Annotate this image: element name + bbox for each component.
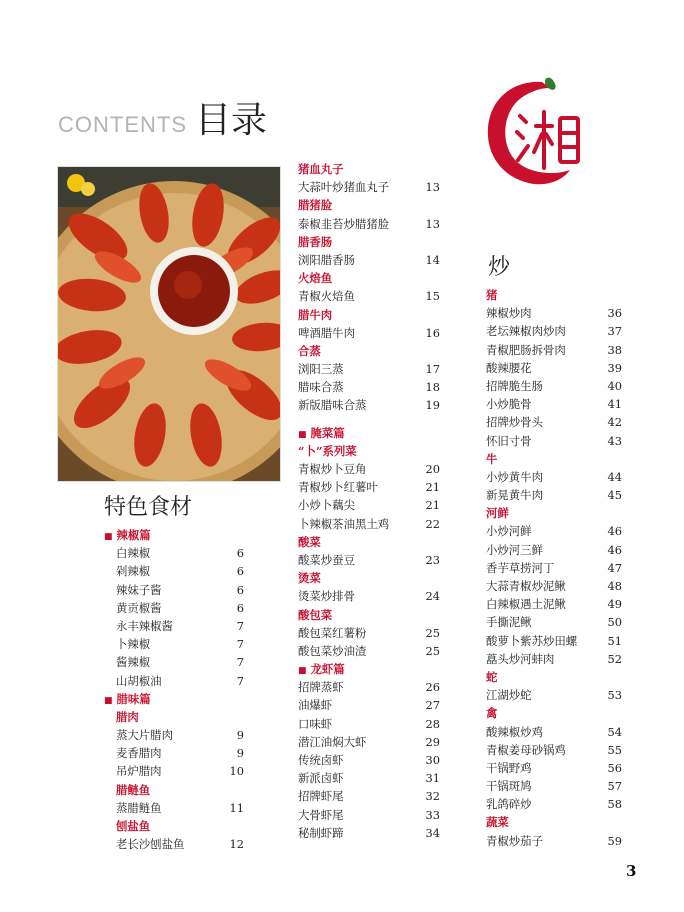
toc-entry[interactable] xyxy=(104,672,244,690)
category-label: 腊鲢鱼 xyxy=(116,782,151,797)
toc-entry[interactable] xyxy=(486,413,622,431)
section-bullet-icon: ■ xyxy=(104,532,113,542)
toc-entry-page: 11 xyxy=(229,800,244,815)
toc-entry-name: 新派卤虾 xyxy=(298,771,344,786)
toc-entry[interactable] xyxy=(486,322,622,340)
toc-category-heading xyxy=(486,813,622,831)
toc-entry-name: 大蒜叶炒猪血丸子 xyxy=(298,180,390,195)
toc-entry-page: 22 xyxy=(425,516,440,531)
toc-entry-name: 传统卤虾 xyxy=(298,753,344,767)
toc-column-1 xyxy=(104,526,244,853)
toc-entry[interactable] xyxy=(298,696,440,714)
toc-entry[interactable] xyxy=(298,806,440,824)
toc-entry-page: 7 xyxy=(236,637,244,652)
toc-entry[interactable] xyxy=(104,799,244,817)
toc-entry-page: 7 xyxy=(236,673,244,688)
toc-entry-page: 9 xyxy=(236,728,244,743)
toc-entry[interactable] xyxy=(486,632,622,650)
toc-entry-page: 6 xyxy=(236,564,244,579)
toc-entry-page: 21 xyxy=(425,498,440,513)
toc-entry[interactable] xyxy=(486,595,622,613)
toc-entry-name: 烫菜炒排骨 xyxy=(298,589,355,604)
toc-entry-page: 9 xyxy=(236,746,244,761)
xiang-logo-graphic xyxy=(484,76,614,188)
toc-entry-name: 黄贡椒酱 xyxy=(116,600,162,615)
toc-entry-name: 小炒河鲜 xyxy=(486,524,532,539)
toc-entry-page: 53 xyxy=(607,688,622,703)
stir-fry-title: 炒 xyxy=(488,255,511,280)
toc-entry[interactable] xyxy=(298,642,440,660)
toc-entry[interactable] xyxy=(298,824,440,842)
toc-entry-page: 56 xyxy=(607,760,622,775)
toc-entry-page: 13 xyxy=(425,180,440,195)
toc-entry-page: 58 xyxy=(607,797,622,812)
toc-section-heading xyxy=(298,424,440,442)
toc-entry-name: 剁辣椒 xyxy=(116,564,151,579)
toc-entry[interactable] xyxy=(104,617,244,635)
toc-entry-page: 39 xyxy=(607,360,622,375)
toc-entry-page: 6 xyxy=(236,582,244,597)
toc-entry-page: 6 xyxy=(236,546,244,561)
toc-entry-name: 藠头炒河蚌肉 xyxy=(486,651,555,666)
toc-entry-name: 酸菜炒蚕豆 xyxy=(298,552,355,567)
toc-entry-name: 青椒火焙鱼 xyxy=(298,289,355,304)
toc-entry-page: 46 xyxy=(607,524,622,539)
toc-entry[interactable] xyxy=(486,522,622,540)
toc-entry[interactable] xyxy=(104,835,244,853)
toc-entry-name: 大蒜青椒炒泥鳅 xyxy=(486,579,566,593)
toc-entry[interactable] xyxy=(486,432,622,450)
toc-entry[interactable] xyxy=(298,769,440,787)
toc-category-heading xyxy=(298,442,440,460)
toc-entry-page: 19 xyxy=(425,398,440,413)
toc-category-heading xyxy=(486,286,622,304)
toc-section-heading xyxy=(104,690,244,708)
toc-entry[interactable] xyxy=(104,544,244,562)
toc-entry[interactable] xyxy=(486,650,622,668)
toc-entry-name: 卜辣椒茶油黑土鸡 xyxy=(298,516,390,531)
toc-entry[interactable] xyxy=(298,587,440,605)
toc-entry-page: 45 xyxy=(607,488,622,503)
toc-entry-name: 浏阳三蒸 xyxy=(298,362,344,377)
page-title: 目录 xyxy=(195,100,268,141)
toc-entry-page: 21 xyxy=(425,480,440,495)
toc-entry-page: 54 xyxy=(607,724,622,739)
toc-entry-name: 辣椒炒肉 xyxy=(486,306,532,321)
toc-entry-name: 乳鸽碎炒 xyxy=(486,797,532,812)
toc-entry-name: 蒸大片腊肉 xyxy=(116,728,173,743)
toc-entry[interactable] xyxy=(298,396,440,414)
toc-entry-name: 辣妹子酱 xyxy=(116,582,162,597)
toc-entry-name: 秘制虾蹄 xyxy=(298,825,344,840)
toc-entry[interactable] xyxy=(486,486,622,504)
toc-entry[interactable] xyxy=(486,686,622,704)
toc-entry-page: 50 xyxy=(607,615,622,630)
toc-entry[interactable] xyxy=(104,635,244,653)
toc-category-heading xyxy=(104,708,244,726)
toc-entry[interactable] xyxy=(104,653,244,671)
section-label: 辣椒篇 xyxy=(116,528,151,542)
toc-entry-name: 招牌炒骨头 xyxy=(486,415,543,430)
toc-entry-page: 31 xyxy=(425,771,440,786)
toc-entry-page: 42 xyxy=(607,415,622,430)
toc-entry-name: 蒸腊鲢鱼 xyxy=(116,800,162,815)
toc-entry[interactable] xyxy=(486,777,622,795)
crayfish-photo xyxy=(57,166,281,482)
toc-entry-page: 25 xyxy=(425,643,440,658)
toc-entry-page: 37 xyxy=(607,324,622,339)
toc-entry[interactable] xyxy=(104,744,244,762)
toc-category-heading xyxy=(298,233,440,251)
toc-entry[interactable] xyxy=(298,751,440,769)
toc-entry-name: 潜江油焖大虾 xyxy=(298,734,367,749)
section-label: 腊味篇 xyxy=(116,691,151,706)
toc-entry-page: 52 xyxy=(607,651,622,666)
category-label: 腊猪脸 xyxy=(298,198,333,213)
category-label: 猪 xyxy=(486,288,498,302)
special-ingredients-title: 特色食材 xyxy=(104,495,193,520)
toc-entry[interactable] xyxy=(486,577,622,595)
toc-entry[interactable] xyxy=(486,359,622,377)
section-label: 腌菜篇 xyxy=(310,425,345,440)
toc-column-3 xyxy=(486,286,622,850)
toc-entry[interactable] xyxy=(486,541,622,559)
toc-entry-name: 口味虾 xyxy=(298,716,333,731)
category-label: “卜”系列菜 xyxy=(298,443,357,458)
crayfish-image xyxy=(58,167,280,481)
toc-entry-name: 干锅野鸡 xyxy=(486,760,532,775)
toc-category-heading xyxy=(486,450,622,468)
toc-category-heading xyxy=(104,817,244,835)
toc-entry-name: 小炒脆骨 xyxy=(486,397,532,412)
toc-entry-page: 51 xyxy=(607,633,622,648)
toc-entry-name: 泰椒韭苔炒腊猪脸 xyxy=(298,216,390,231)
toc-entry[interactable] xyxy=(486,377,622,395)
toc-entry[interactable] xyxy=(298,678,440,696)
toc-entry-name: 卜辣椒 xyxy=(116,637,151,652)
toc-entry-name: 江湖炒蛇 xyxy=(486,688,532,703)
toc-category-heading xyxy=(298,160,440,178)
category-label: 腊牛肉 xyxy=(298,307,333,322)
toc-entry[interactable] xyxy=(298,215,440,233)
toc-entry-page: 13 xyxy=(425,216,440,231)
toc-entry-page: 18 xyxy=(425,380,440,395)
toc-entry-name: 招牌脆生肠 xyxy=(486,378,543,393)
toc-entry-page: 32 xyxy=(425,789,440,804)
toc-entry[interactable] xyxy=(298,360,440,378)
toc-category-heading xyxy=(486,668,622,686)
toc-category-heading xyxy=(298,306,440,324)
toc-entry-name: 白辣椒 xyxy=(116,546,151,561)
category-label: 猪血丸子 xyxy=(298,162,344,176)
page-number: 3 xyxy=(626,862,637,880)
toc-category-heading xyxy=(298,342,440,360)
toc-entry-page: 16 xyxy=(425,325,440,340)
toc-entry[interactable] xyxy=(298,624,440,642)
toc-entry-page: 24 xyxy=(425,589,440,604)
toc-entry-name: 老坛辣椒肉炒肉 xyxy=(486,324,566,339)
toc-entry[interactable] xyxy=(486,759,622,777)
toc-entry[interactable] xyxy=(104,581,244,599)
toc-entry-name: 香芋草捞河丁 xyxy=(486,560,555,575)
toc-entry-page: 7 xyxy=(236,618,244,633)
toc-entry-page: 48 xyxy=(607,579,622,593)
toc-category-heading xyxy=(486,704,622,722)
xiang-logo xyxy=(484,76,614,188)
toc-entry[interactable] xyxy=(486,741,622,759)
category-label: 腊香肠 xyxy=(298,234,333,249)
toc-entry[interactable] xyxy=(486,795,622,813)
category-label: 禽 xyxy=(486,706,498,721)
toc-entry-name: 怀旧寸骨 xyxy=(486,433,532,448)
category-label: 河鲜 xyxy=(486,506,509,521)
section-bullet-icon: ■ xyxy=(104,695,113,706)
toc-entry[interactable] xyxy=(486,559,622,577)
category-label: 蔬菜 xyxy=(486,815,509,830)
toc-category-heading xyxy=(298,196,440,214)
toc-entry-name: 新晃黄牛肉 xyxy=(486,488,543,503)
toc-entry[interactable] xyxy=(486,395,622,413)
contents-label: CONTENTS xyxy=(58,112,187,137)
toc-entry-name: 招牌虾尾 xyxy=(298,789,344,804)
toc-entry-page: 55 xyxy=(607,742,622,757)
toc-entry-page: 44 xyxy=(607,469,622,484)
category-label: 刨盐鱼 xyxy=(116,819,151,833)
toc-entry[interactable] xyxy=(298,787,440,805)
toc-entry-page: 20 xyxy=(425,462,440,476)
toc-entry-name: 青椒炒卜豆角 xyxy=(298,462,367,476)
toc-entry-page: 34 xyxy=(425,825,440,840)
toc-category-heading xyxy=(298,606,440,624)
toc-entry-name: 吊炉腊肉 xyxy=(116,764,162,779)
toc-entry[interactable] xyxy=(104,562,244,580)
toc-entry-page: 25 xyxy=(425,625,440,640)
toc-entry-name: 酸包菜红薯粉 xyxy=(298,625,367,640)
toc-entry-page: 10 xyxy=(229,764,244,779)
toc-entry-name: 新版腊味合蒸 xyxy=(298,398,367,413)
toc-entry-name: 山胡椒油 xyxy=(116,673,162,688)
toc-section-heading xyxy=(298,660,440,678)
toc-category-heading xyxy=(104,781,244,799)
toc-entry-name: 腊味合蒸 xyxy=(298,380,344,395)
toc-entry-page: 23 xyxy=(425,552,440,567)
toc-entry-page: 29 xyxy=(425,734,440,749)
toc-entry-name: 浏阳腊香肠 xyxy=(298,252,355,267)
toc-entry[interactable] xyxy=(486,613,622,631)
toc-entry[interactable] xyxy=(486,341,622,359)
toc-entry[interactable] xyxy=(104,726,244,744)
toc-entry[interactable] xyxy=(298,551,440,569)
toc-entry[interactable] xyxy=(298,515,440,533)
section-bullet-icon: ■ xyxy=(298,666,307,677)
category-label: 酸包菜 xyxy=(298,607,333,622)
toc-entry-name: 干锅斑鸠 xyxy=(486,779,532,794)
category-label: 蛇 xyxy=(486,669,498,684)
category-label: 腊肉 xyxy=(116,709,139,724)
toc-entry[interactable] xyxy=(486,723,622,741)
toc-entry-name: 白辣椒遇土泥鳅 xyxy=(486,597,566,612)
toc-entry[interactable] xyxy=(486,468,622,486)
section-label: 龙虾篇 xyxy=(310,662,345,677)
toc-entry[interactable] xyxy=(486,832,622,850)
toc-entry-name: 青椒姜母砂锅鸡 xyxy=(486,742,566,757)
toc-entry-page: 46 xyxy=(607,542,622,557)
section-bullet-icon: ■ xyxy=(298,429,307,440)
toc-entry-name: 酸萝卜紫苏炒田螺 xyxy=(486,633,578,648)
toc-entry[interactable] xyxy=(298,378,440,396)
toc-entry-name: 青椒炒卜红薯叶 xyxy=(298,480,378,495)
toc-entry-page: 7 xyxy=(236,655,244,670)
toc-entry-name: 啤酒腊牛肉 xyxy=(298,325,355,340)
toc-entry-page: 36 xyxy=(607,306,622,321)
contents-header xyxy=(58,92,267,143)
toc-entry[interactable] xyxy=(298,178,440,196)
section-spacer xyxy=(298,415,440,424)
toc-entry-page: 30 xyxy=(425,753,440,767)
category-label: 合蒸 xyxy=(298,343,321,358)
toc-entry[interactable] xyxy=(104,599,244,617)
toc-entry[interactable] xyxy=(298,496,440,514)
toc-entry-page: 57 xyxy=(607,779,622,794)
toc-entry-name: 招牌蒸虾 xyxy=(298,680,344,695)
toc-entry-name: 青椒炒茄子 xyxy=(486,833,543,848)
toc-column-2 xyxy=(298,160,440,842)
category-label: 酸菜 xyxy=(298,534,321,549)
toc-entry-name: 酸辣腰花 xyxy=(486,360,532,375)
toc-entry-name: 老长沙刨盐鱼 xyxy=(116,837,185,852)
toc-entry[interactable] xyxy=(298,324,440,342)
toc-entry[interactable] xyxy=(104,762,244,780)
toc-entry-page: 40 xyxy=(607,378,622,393)
toc-entry[interactable] xyxy=(486,304,622,322)
toc-entry[interactable] xyxy=(298,287,440,305)
toc-entry-page: 27 xyxy=(425,698,440,713)
toc-entry-name: 麦香腊肉 xyxy=(116,746,162,761)
toc-entry-name: 酸包菜炒油渣 xyxy=(298,643,367,658)
toc-entry-name: 酱辣椒 xyxy=(116,655,151,670)
toc-entry[interactable] xyxy=(298,478,440,496)
toc-entry-page: 49 xyxy=(607,597,622,612)
toc-category-heading xyxy=(486,504,622,522)
toc-entry-name: 小炒河三鲜 xyxy=(486,542,543,557)
category-label: 火焙鱼 xyxy=(298,271,333,286)
toc-entry-page: 59 xyxy=(607,833,622,848)
toc-entry-page: 38 xyxy=(607,342,622,357)
toc-entry-name: 大骨虾尾 xyxy=(298,807,344,822)
category-label: 牛 xyxy=(486,451,498,466)
toc-category-heading xyxy=(298,269,440,287)
toc-entry[interactable] xyxy=(298,460,440,478)
toc-entry-page: 14 xyxy=(425,252,440,267)
toc-category-heading xyxy=(298,533,440,551)
toc-entry-name: 手撕泥鳅 xyxy=(486,615,532,630)
toc-entry-name: 小炒黄牛肉 xyxy=(486,469,543,484)
toc-entry-page: 6 xyxy=(236,600,244,615)
category-label: 烫菜 xyxy=(298,571,321,586)
toc-entry[interactable] xyxy=(298,251,440,269)
toc-entry-page: 15 xyxy=(425,289,440,304)
toc-entry-name: 酸辣椒炒鸡 xyxy=(486,724,543,739)
toc-entry-page: 41 xyxy=(607,397,622,412)
toc-entry-page: 28 xyxy=(425,716,440,731)
toc-entry-name: 青椒肥肠拆骨肉 xyxy=(486,342,566,357)
toc-category-heading xyxy=(298,569,440,587)
toc-entry-name: 油爆虾 xyxy=(298,698,333,713)
toc-entry-page: 43 xyxy=(607,433,622,448)
toc-entry-page: 12 xyxy=(229,837,244,852)
toc-entry-name: 小炒卜藕尖 xyxy=(298,498,355,513)
toc-entry-page: 17 xyxy=(425,362,440,377)
toc-entry-name: 永丰辣椒酱 xyxy=(116,618,173,633)
toc-entry-page: 26 xyxy=(425,680,440,695)
toc-entry-page: 47 xyxy=(607,560,622,575)
toc-section-heading xyxy=(104,526,244,544)
toc-entry-page: 33 xyxy=(425,807,440,822)
toc-entry[interactable] xyxy=(298,715,440,733)
toc-entry[interactable] xyxy=(298,733,440,751)
